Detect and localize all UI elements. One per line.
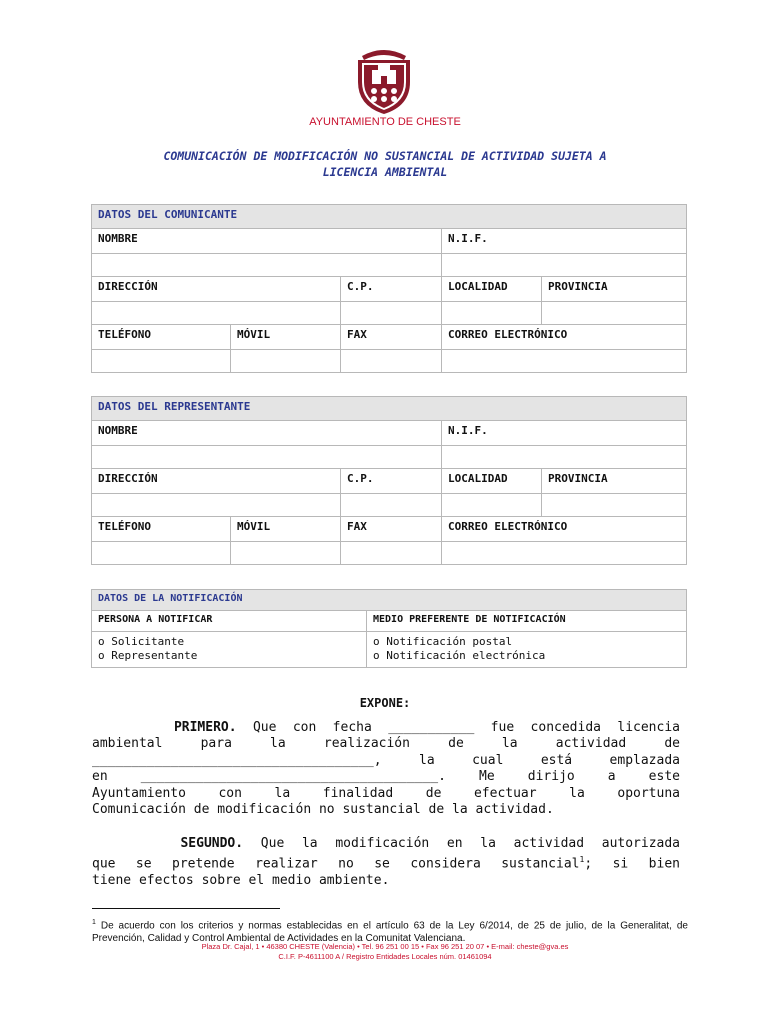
label-nombre: NOMBRE [92, 229, 442, 254]
comunicante-section-title: DATOS DEL COMUNICANTE [92, 205, 687, 229]
segundo-label: SEGUNDO. [180, 836, 244, 851]
representante-nif-field[interactable] [442, 446, 687, 469]
p1-line-1: PRIMERO. Que con fecha ___________ fue concedida licencia [173, 720, 680, 735]
org-name: AYUNTAMIENTO DE CHESTE [309, 116, 461, 128]
label-localidad: LOCALIDAD [442, 469, 542, 494]
segundo-paragraph [92, 836, 680, 890]
label-direccion: DIRECCIÓN [92, 277, 341, 302]
primero-label: PRIMERO. [173, 720, 237, 735]
comunicante-localidad-field[interactable] [442, 302, 542, 325]
option-representante[interactable]: o Representante [98, 649, 198, 662]
comunicante-nombre-field[interactable] [92, 254, 442, 277]
label-persona-notificar: PERSONA A NOTIFICAR [92, 611, 367, 632]
cheste-coat-of-arms-logo [348, 44, 420, 116]
comunicante-nif-field[interactable] [442, 254, 687, 277]
option-notificacion-postal[interactable]: o Notificación postal [373, 635, 513, 648]
representante-provincia-field[interactable] [542, 494, 687, 517]
p2-line-2: que se pretende realizar no se considera sustancial$^1$; si bien [92, 855, 680, 872]
p1-line-2: ambiental para la realización de la actividad de [92, 736, 680, 752]
p2-line-1: SEGUNDO. Que la modificación en la actividad autorizada [180, 836, 681, 851]
persona-options [92, 632, 367, 668]
p1-line-4: en ______________________________________. Me dirijo a este [92, 769, 680, 785]
footer-cif: C.I.F. P-4611100 A / Registro Entidades Locales núm. 01461094 [278, 952, 492, 961]
representante-nombre-field[interactable] [92, 446, 442, 469]
label-movil: MÓVIL [231, 517, 341, 542]
p2-line-3: tiene efectos sobre el medio ambiente. [92, 873, 390, 889]
label-nif: N.I.F. [442, 421, 687, 446]
document-title [80, 148, 690, 180]
footer-address: Plaza Dr. Cajal, 1 • 46380 CHESTE (Valencia) • Tel. 96 251 00 15 • Fax 96 251 20 07 • E-mail: cheste@gva.es [201, 942, 569, 951]
label-cp: C.P. [341, 277, 442, 302]
notificacion-section-title: DATOS DE LA NOTIFICACIÓN [92, 590, 687, 611]
representante-movil-field[interactable] [231, 542, 341, 565]
title-line-1: COMUNICACIÓN DE MODIFICACIÓN NO SUSTANCIAL DE ACTIVIDAD SUJETA A [163, 149, 607, 163]
comunicante-fax-field[interactable] [341, 350, 442, 373]
medio-options [367, 632, 687, 668]
p1-line-6: Comunicación de modificación no sustancial de la actividad. [92, 802, 554, 818]
option-notificacion-electronica[interactable]: o Notificación electrónica [373, 649, 546, 662]
representante-telefono-field[interactable] [92, 542, 231, 565]
label-telefono: TELÉFONO [92, 325, 231, 350]
label-localidad: LOCALIDAD [442, 277, 542, 302]
footnote-divider [92, 908, 280, 909]
comunicante-table [91, 204, 687, 373]
label-correo: CORREO ELECTRÓNICO [442, 517, 687, 542]
p1-line-3: ____________________________________, la cual está emplazada [92, 752, 680, 768]
comunicante-correo-field[interactable] [442, 350, 687, 373]
label-provincia: PROVINCIA [542, 277, 687, 302]
option-solicitante[interactable]: o Solicitante [98, 635, 185, 648]
expone-heading: EXPONE: [359, 696, 411, 710]
label-nombre: NOMBRE [92, 421, 442, 446]
label-fax: FAX [341, 325, 442, 350]
representante-fax-field[interactable] [341, 542, 442, 565]
comunicante-movil-field[interactable] [231, 350, 341, 373]
comunicante-telefono-field[interactable] [92, 350, 231, 373]
label-cp: C.P. [341, 469, 442, 494]
label-telefono: TELÉFONO [92, 517, 231, 542]
primero-paragraph [92, 720, 680, 818]
comunicante-provincia-field[interactable] [542, 302, 687, 325]
comunicante-direccion-field[interactable] [92, 302, 341, 325]
representante-section-title: DATOS DEL REPRESENTANTE [92, 397, 687, 421]
comunicante-cp-field[interactable] [341, 302, 442, 325]
p1-line-5: Ayuntamiento con la finalidad de efectuar la oportuna [92, 785, 680, 801]
representante-direccion-field[interactable] [92, 494, 341, 517]
representante-correo-field[interactable] [442, 542, 687, 565]
footnote-ref[interactable]: 1 [579, 855, 585, 865]
label-correo: CORREO ELECTRÓNICO [442, 325, 687, 350]
representante-localidad-field[interactable] [442, 494, 542, 517]
title-line-2: LICENCIA AMBIENTAL [322, 165, 448, 179]
footnote-number: 1 [92, 919, 96, 926]
representante-table [91, 396, 687, 565]
notificacion-table [91, 589, 687, 668]
footnote [92, 916, 688, 945]
label-movil: MÓVIL [231, 325, 341, 350]
label-fax: FAX [341, 517, 442, 542]
representante-cp-field[interactable] [341, 494, 442, 517]
label-provincia: PROVINCIA [542, 469, 687, 494]
label-direccion: DIRECCIÓN [92, 469, 341, 494]
footnote-text: De acuerdo con los criterios y normas establecidas en el artículo 63 de la Ley 6/2014, de 25 de julio, de la Generalitat, de Prevención, Calidad y Control Ambiental de Actividades en la Comunitat Valenciana. [92, 920, 688, 945]
label-nif: N.I.F. [442, 229, 687, 254]
label-medio-notificacion: MEDIO PREFERENTE DE NOTIFICACIÓN [367, 611, 687, 632]
